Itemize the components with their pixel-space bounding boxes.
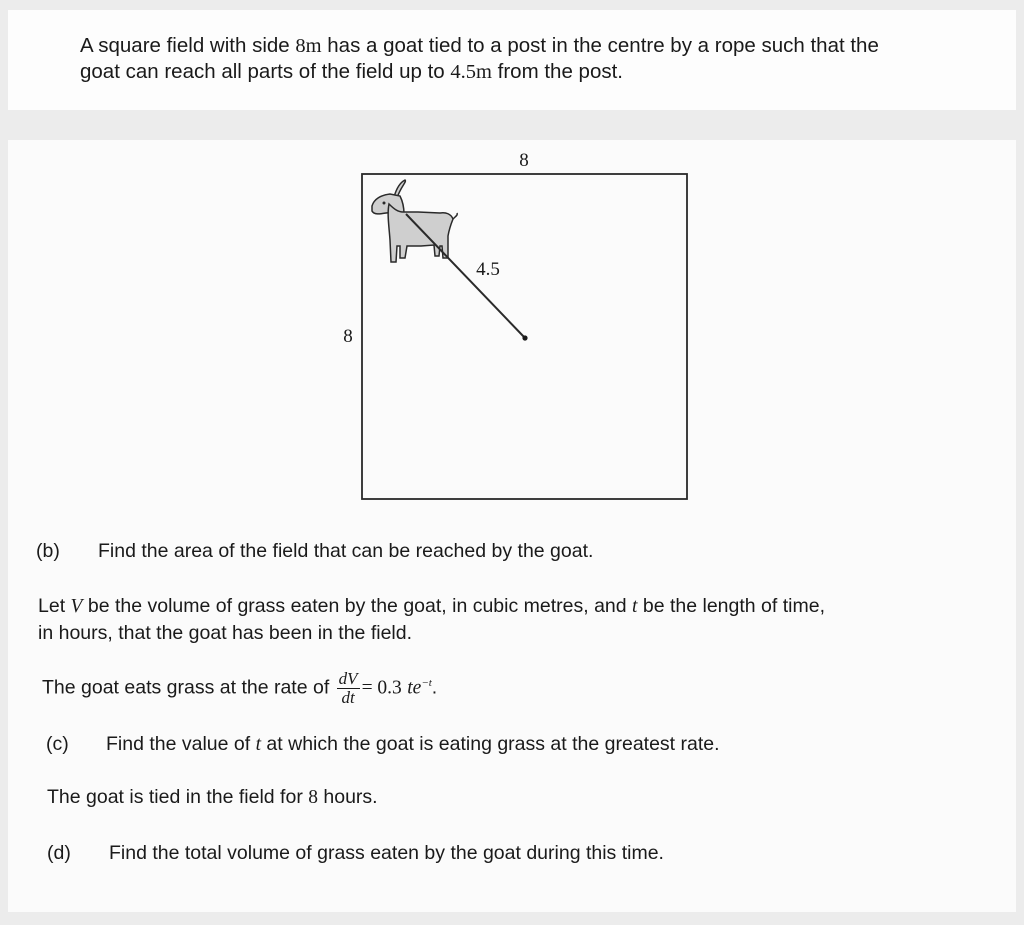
rate-coefficient: = 0.3 [361, 677, 402, 699]
var-V: V [70, 596, 83, 617]
side-unit: m [305, 35, 322, 57]
part-b-label: (b) [36, 540, 60, 562]
part-c-a: Find the value of [106, 733, 256, 755]
rope-unit: m [476, 61, 492, 83]
var-t: t [632, 596, 638, 617]
derivative-fraction [337, 670, 360, 707]
let-c: be the length of time, [637, 595, 825, 617]
part-b-text: Find the area of the field that can be reached by the goat. [98, 540, 594, 562]
intro-line2-a: goat can reach all parts of the field up to [80, 60, 451, 83]
tied-hours: 8 [308, 787, 318, 808]
part-c-label: (c) [46, 733, 69, 755]
tied-a: The goat is tied in the field for [47, 786, 309, 808]
part-d-label: (d) [47, 842, 71, 864]
intro-line1-a: A square field with side [80, 34, 296, 57]
tied-b: hours. [317, 786, 378, 808]
fraction-numerator: dV [338, 669, 358, 688]
part-d [47, 840, 664, 866]
post-point [522, 335, 527, 340]
let-b: be the volume of grass eaten by the goat, in cubic metres, and [82, 595, 633, 617]
side-length: 8 [295, 35, 306, 57]
rate-exponent: −t [421, 677, 432, 690]
part-b [36, 538, 593, 564]
intro-line1-b: has a goat tied to a post in the centre by a rope such that the [321, 34, 879, 57]
rate-e: e [412, 677, 422, 699]
top-side-label: 8 [519, 150, 529, 171]
rate-t: t [407, 677, 413, 699]
let-statement [38, 593, 1013, 646]
rate-statement [42, 670, 437, 707]
rope-length: 4.5 [450, 61, 476, 83]
rate-end: . [431, 676, 438, 699]
part-d-text: Find the total volume of grass eaten by the goat during this time. [109, 842, 664, 864]
fraction-denominator: dt [341, 688, 355, 707]
rope-line [406, 214, 525, 338]
goat-icon [372, 180, 457, 262]
rope-label: 4.5 [476, 259, 500, 280]
part-c-b: at which the goat is eating grass at the greatest rate. [261, 733, 720, 755]
intro-line2-b: from the post. [491, 60, 623, 83]
part-c [46, 731, 720, 758]
part-c-t: t [255, 734, 262, 755]
let-a: Let [38, 595, 71, 617]
left-side-label: 8 [343, 326, 353, 347]
tied-statement [47, 784, 378, 811]
rate-text: The goat eats grass at the rate of [42, 676, 335, 699]
let-line2: in hours, that the goat has been in the field. [38, 622, 413, 644]
